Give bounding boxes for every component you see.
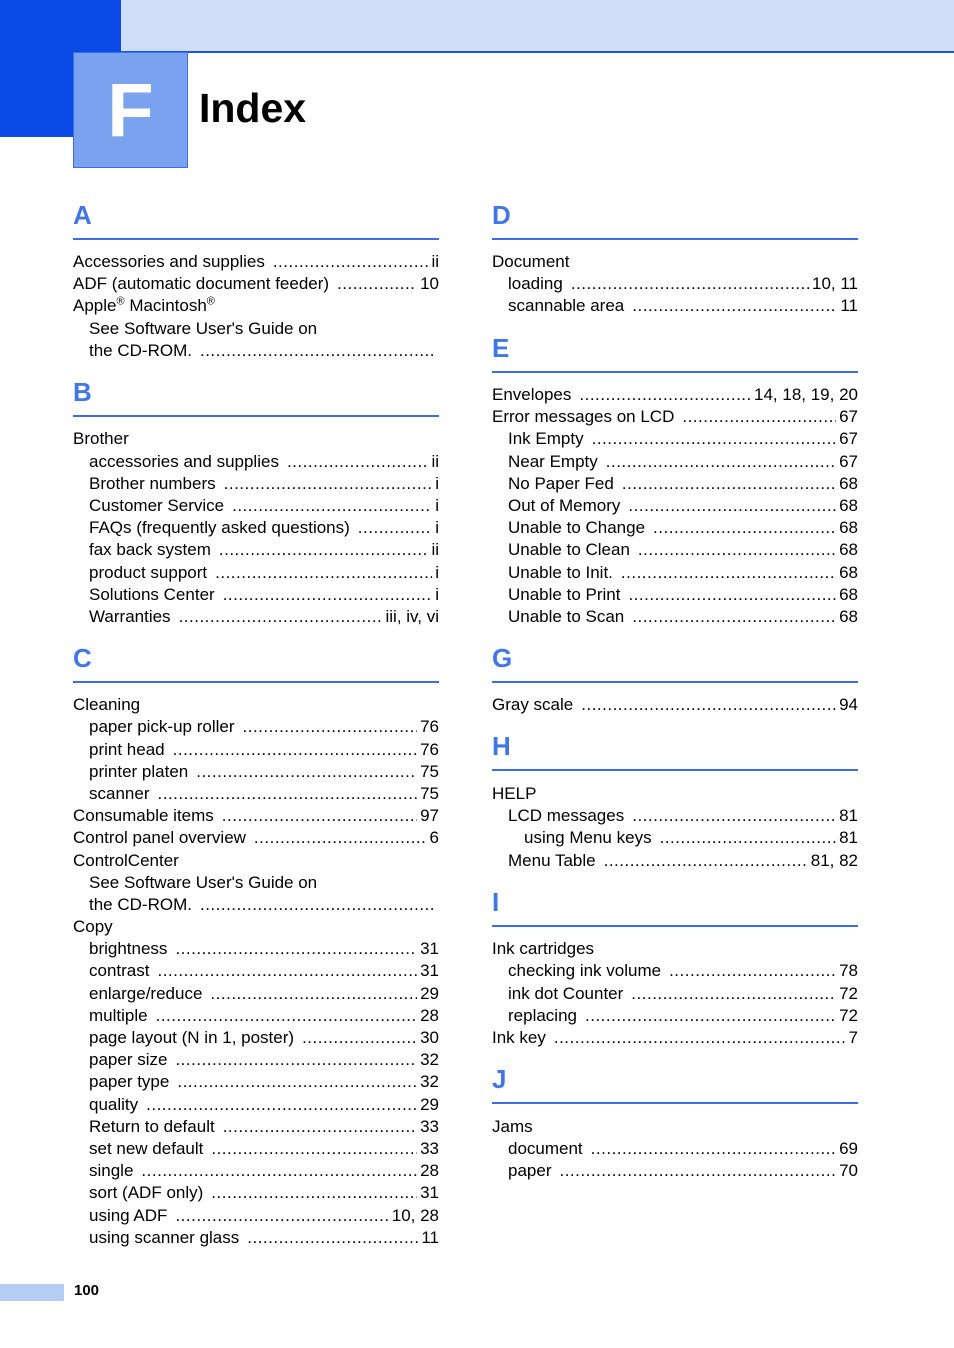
- index-entry[interactable]: [492, 694, 858, 716]
- entry-term: Unable to Clean: [508, 540, 630, 559]
- entry-pages: 68: [839, 563, 858, 582]
- entry-pages: 67: [839, 407, 858, 426]
- entry-pages: 78: [839, 961, 858, 980]
- leader-dots: [585, 1005, 836, 1027]
- entry-pages: 10: [420, 274, 439, 293]
- leader-dots: [219, 539, 429, 561]
- page-title: Index: [199, 85, 307, 131]
- leader-dots: [243, 716, 418, 738]
- entry-pages: 29: [420, 1095, 439, 1114]
- entry-term: Warranties: [89, 607, 171, 626]
- entry-pages: i: [435, 518, 439, 537]
- entry-pages: i: [435, 496, 439, 515]
- index-subentry[interactable]: [89, 1094, 439, 1116]
- leader-dots: [287, 451, 428, 473]
- entry-term: FAQs (frequently asked questions): [89, 518, 350, 537]
- entry-pages: 11: [421, 1228, 439, 1247]
- entry-term: HELP: [492, 784, 537, 803]
- entry-term: multiple: [89, 1006, 148, 1025]
- entry-term: using scanner glass: [89, 1228, 240, 1247]
- entry-term: Unable to Scan: [508, 607, 625, 626]
- entry-pages: i: [435, 563, 439, 582]
- entry-term: product support: [89, 563, 208, 582]
- entry-pages: ii: [431, 452, 439, 471]
- index-subentry[interactable]: [89, 539, 439, 561]
- entry-term: Jams: [492, 1117, 533, 1136]
- entry-term: See Software User's Guide on: [89, 319, 318, 338]
- leader-dots: [358, 517, 432, 539]
- leader-dots: [141, 1160, 417, 1182]
- index-subentry[interactable]: [89, 517, 439, 539]
- entry-term: loading: [508, 274, 563, 293]
- entry-pages: ii: [431, 540, 439, 559]
- entry-pages: 68: [839, 496, 858, 515]
- term-macintosh: Macintosh: [124, 296, 207, 315]
- section-letter-h: H: [492, 731, 858, 771]
- registered-mark: ®: [116, 295, 125, 308]
- entry-pages: iii, iv, vi: [385, 607, 439, 626]
- entry-term: ADF (automatic document feeder): [73, 274, 330, 293]
- entry-pages: 75: [420, 762, 439, 781]
- entry-term: Gray scale: [492, 695, 574, 714]
- entry-term: document: [508, 1139, 583, 1158]
- index-subentry[interactable]: [508, 562, 858, 584]
- entry-pages: 28: [420, 1161, 439, 1180]
- entry-term: scanner: [89, 784, 150, 803]
- index-subentry[interactable]: [508, 517, 858, 539]
- entry-pages: 67: [839, 429, 858, 448]
- leader-dots: [196, 761, 417, 783]
- index-subentry[interactable]: [508, 473, 858, 495]
- section-letter-g: G: [492, 643, 858, 683]
- leader-dots: [175, 1205, 388, 1227]
- leader-dots: [559, 1160, 836, 1182]
- index-entry: [73, 850, 439, 872]
- section-letter-d: D: [492, 200, 858, 240]
- entry-term: replacing: [508, 1006, 577, 1025]
- term-apple: Apple: [73, 296, 117, 315]
- entry-term: sort (ADF only): [89, 1183, 204, 1202]
- index-entry: [73, 694, 439, 716]
- leader-dots: [592, 428, 836, 450]
- entry-term: [73, 295, 215, 317]
- leader-dots: [628, 584, 836, 606]
- entry-pages: 68: [839, 518, 858, 537]
- entry-pages: 97: [420, 806, 439, 825]
- index-subentry[interactable]: [89, 739, 439, 761]
- index-subentry[interactable]: [508, 295, 858, 317]
- leader-dots: [224, 473, 433, 495]
- leader-dots: [173, 739, 417, 761]
- footer-bar: [0, 1284, 64, 1301]
- index-subsubentry[interactable]: [524, 827, 858, 849]
- index-subentry[interactable]: [89, 983, 439, 1005]
- entry-term: Consumable items: [73, 806, 214, 825]
- registered-mark: ®: [206, 295, 215, 308]
- entry-term: Unable to Print: [508, 585, 621, 604]
- chapter-letter-box: F: [73, 52, 188, 168]
- entry-term: Out of Memory: [508, 496, 621, 515]
- entry-term: fax back system: [89, 540, 211, 559]
- section-letter-a: A: [73, 200, 439, 240]
- entry-term: Accessories and supplies: [73, 252, 265, 271]
- index-subentry[interactable]: [89, 1160, 439, 1182]
- leader-dots: [175, 938, 417, 960]
- section-letter-j: J: [492, 1064, 858, 1104]
- leader-dots: [638, 539, 836, 561]
- leader-dots: [579, 384, 751, 406]
- entry-term: Near Empty: [508, 452, 598, 471]
- entry-term: ink dot Counter: [508, 984, 624, 1003]
- index-entry: [492, 783, 858, 805]
- leader-dots: [632, 805, 836, 827]
- leader-dots: [632, 295, 837, 317]
- entry-term: Cleaning: [73, 695, 141, 714]
- leader-dots: [653, 517, 836, 539]
- leader-dots: [660, 827, 837, 849]
- index-subentry[interactable]: [89, 938, 439, 960]
- leader-dots: [211, 1138, 417, 1160]
- index-subentry[interactable]: [508, 1138, 858, 1160]
- entry-pages: 67: [839, 452, 858, 471]
- index-entry[interactable]: [73, 273, 439, 295]
- leader-dots: [669, 960, 836, 982]
- entry-term: Document: [492, 252, 570, 271]
- index-subentry: [89, 318, 439, 340]
- index-subentry[interactable]: [508, 850, 858, 872]
- entry-pages: 94: [839, 695, 858, 714]
- entry-term: Ink Empty: [508, 429, 584, 448]
- entry-pages: 7: [848, 1028, 858, 1047]
- entry-pages: 81: [839, 806, 858, 825]
- index-subentry[interactable]: [89, 451, 439, 473]
- entry-term: set new default: [89, 1139, 204, 1158]
- entry-term: Ink key: [492, 1028, 546, 1047]
- entry-term: page layout (N in 1, poster): [89, 1028, 295, 1047]
- leader-dots: [591, 1138, 836, 1160]
- index-subentry[interactable]: [89, 562, 439, 584]
- leader-dots: [302, 1027, 417, 1049]
- entry-term: Return to default: [89, 1117, 215, 1136]
- entry-pages: 33: [420, 1139, 439, 1158]
- leader-dots: [156, 1005, 417, 1027]
- entry-pages: 31: [420, 939, 439, 958]
- entry-pages: 68: [839, 540, 858, 559]
- leader-dots: [247, 1227, 418, 1249]
- entry-pages: 69: [839, 1139, 858, 1158]
- index-subentry[interactable]: [508, 1160, 858, 1182]
- index-entry: [492, 1116, 858, 1138]
- entry-pages: 81, 82: [810, 851, 858, 870]
- entry-term: contrast: [89, 961, 150, 980]
- index-entry: [73, 295, 439, 317]
- leader-dots: [210, 983, 417, 1005]
- index-subentry[interactable]: [508, 606, 858, 628]
- index-subentry[interactable]: [89, 1138, 439, 1160]
- entry-pages: 76: [420, 717, 439, 736]
- entry-term: print head: [89, 740, 165, 759]
- entry-pages: 14, 18, 19, 20: [754, 385, 858, 404]
- index-subentry[interactable]: [89, 1005, 439, 1027]
- leader-dots: [211, 1182, 417, 1204]
- section-letter-c: C: [73, 643, 439, 683]
- index-entry: [73, 428, 439, 450]
- entry-term: Customer Service: [89, 496, 225, 515]
- index-subentry: [89, 872, 439, 894]
- leader-dots: [223, 584, 433, 606]
- entry-pages: 72: [839, 1006, 858, 1025]
- index-subentry[interactable]: [89, 894, 439, 916]
- index-subentry[interactable]: [508, 451, 858, 473]
- leader-dots: [215, 562, 432, 584]
- entry-term: scannable area: [508, 296, 625, 315]
- entry-term: Control panel overview: [73, 828, 246, 847]
- leader-dots: [146, 1094, 417, 1116]
- index-subentry[interactable]: [89, 1182, 439, 1204]
- index-subentry[interactable]: [89, 495, 439, 517]
- index-entry[interactable]: [73, 251, 439, 273]
- index-subentry[interactable]: [508, 428, 858, 450]
- entry-pages: 32: [420, 1050, 439, 1069]
- entry-term: using Menu keys: [524, 828, 652, 847]
- entry-pages: 29: [420, 984, 439, 1003]
- leader-dots: [179, 606, 383, 628]
- entry-pages: 31: [420, 1183, 439, 1202]
- entry-term: Error messages on LCD: [492, 407, 675, 426]
- entry-term: ControlCenter: [73, 851, 179, 870]
- leader-dots: [571, 273, 809, 295]
- leader-dots: [200, 340, 436, 362]
- leader-dots: [628, 495, 836, 517]
- entry-pages: 72: [839, 984, 858, 1003]
- index-subentry[interactable]: [89, 606, 439, 628]
- entry-pages: i: [435, 474, 439, 493]
- entry-pages: 75: [420, 784, 439, 803]
- section-letter-b: B: [73, 377, 439, 417]
- index-subentry[interactable]: [508, 539, 858, 561]
- entry-term: accessories and supplies: [89, 452, 279, 471]
- leader-dots: [606, 451, 836, 473]
- entry-term: enlarge/reduce: [89, 984, 203, 1003]
- index-entry[interactable]: [73, 805, 439, 827]
- index-subentry[interactable]: [89, 340, 439, 362]
- entry-term: quality: [89, 1095, 139, 1114]
- leader-dots: [223, 1116, 417, 1138]
- index-subentry[interactable]: [508, 1005, 858, 1027]
- entry-term: printer platen: [89, 762, 189, 781]
- index-subentry[interactable]: [508, 983, 858, 1005]
- leader-dots: [621, 562, 836, 584]
- entry-term: checking ink volume: [508, 961, 662, 980]
- entry-pages: 32: [420, 1072, 439, 1091]
- index-entry: [73, 916, 439, 938]
- entry-pages: 10, 28: [391, 1206, 439, 1225]
- leader-dots: [604, 850, 808, 872]
- entry-pages: 68: [839, 607, 858, 626]
- index-entry[interactable]: [492, 406, 858, 428]
- entry-term: No Paper Fed: [508, 474, 614, 493]
- entry-term: Ink cartridges: [492, 939, 595, 958]
- entry-term: using ADF: [89, 1206, 168, 1225]
- entry-term: the CD-ROM.: [89, 341, 192, 360]
- entry-pages: 76: [420, 740, 439, 759]
- entry-term: paper type: [89, 1072, 170, 1091]
- index-entry[interactable]: [492, 1027, 858, 1049]
- index-subentry[interactable]: [89, 1049, 439, 1071]
- entry-term: the CD-ROM.: [89, 895, 192, 914]
- entry-pages: ii: [431, 252, 439, 271]
- index-subentry[interactable]: [89, 960, 439, 982]
- entry-term: LCD messages: [508, 806, 625, 825]
- leader-dots: [337, 273, 417, 295]
- leader-dots: [622, 473, 836, 495]
- index-subentry[interactable]: [89, 783, 439, 805]
- entry-pages: 31: [420, 961, 439, 980]
- entry-term: Brother numbers: [89, 474, 216, 493]
- leader-dots: [273, 251, 429, 273]
- leader-dots: [157, 960, 417, 982]
- entry-term: Brother: [73, 429, 129, 448]
- entry-pages: 68: [839, 474, 858, 493]
- index-subentry[interactable]: [89, 761, 439, 783]
- index-entry: [492, 938, 858, 960]
- entry-pages: 68: [839, 585, 858, 604]
- index-subentry[interactable]: [508, 805, 858, 827]
- entry-term: paper: [508, 1161, 552, 1180]
- leader-dots: [157, 783, 417, 805]
- index-subentry[interactable]: [508, 495, 858, 517]
- entry-term: See Software User's Guide on: [89, 873, 318, 892]
- entry-pages: 70: [839, 1161, 858, 1180]
- entry-pages: 11: [840, 296, 858, 315]
- entry-term: Unable to Init.: [508, 563, 613, 582]
- entry-term: Solutions Center: [89, 585, 215, 604]
- index-subentry[interactable]: [89, 716, 439, 738]
- entry-term: single: [89, 1161, 134, 1180]
- section-letter-e: E: [492, 333, 858, 373]
- entry-pages: 30: [420, 1028, 439, 1047]
- index-subentry[interactable]: [89, 473, 439, 495]
- index-subentry[interactable]: [508, 273, 858, 295]
- index-subentry[interactable]: [508, 584, 858, 606]
- leader-dots: [632, 606, 836, 628]
- entry-term: Unable to Change: [508, 518, 646, 537]
- entry-pages: 81: [839, 828, 858, 847]
- index-entry: [492, 251, 858, 273]
- leader-dots: [631, 983, 836, 1005]
- header-band: [0, 0, 954, 52]
- entry-pages: 10, 11: [811, 274, 858, 293]
- index-subentry[interactable]: [89, 1205, 439, 1227]
- entry-term: Copy: [73, 917, 113, 936]
- leader-dots: [581, 694, 836, 716]
- entry-term: paper size: [89, 1050, 168, 1069]
- leader-dots: [222, 805, 417, 827]
- index-entry[interactable]: [73, 827, 439, 849]
- leader-dots: [200, 894, 436, 916]
- section-letter-i: I: [492, 887, 858, 927]
- leader-dots: [232, 495, 432, 517]
- index-subentry[interactable]: [89, 1027, 439, 1049]
- entry-pages: i: [435, 585, 439, 604]
- leader-dots: [682, 406, 836, 428]
- leader-dots: [554, 1027, 846, 1049]
- index-subentry[interactable]: [89, 1071, 439, 1093]
- entry-pages: 6: [429, 828, 439, 847]
- entry-term: Menu Table: [508, 851, 596, 870]
- leader-dots: [254, 827, 427, 849]
- index-subentry[interactable]: [89, 1116, 439, 1138]
- leader-dots: [177, 1071, 417, 1093]
- index-subentry[interactable]: [89, 584, 439, 606]
- entry-term: paper pick-up roller: [89, 717, 235, 736]
- index-subentry[interactable]: [508, 960, 858, 982]
- entry-pages: 33: [420, 1117, 439, 1136]
- leader-dots: [175, 1049, 417, 1071]
- entry-term: Envelopes: [492, 385, 572, 404]
- entry-term: brightness: [89, 939, 168, 958]
- header-rule: [121, 51, 954, 53]
- entry-pages: 28: [420, 1006, 439, 1025]
- index-entry[interactable]: [492, 384, 858, 406]
- page-number: 100: [74, 1282, 100, 1299]
- index-subentry[interactable]: [89, 1227, 439, 1249]
